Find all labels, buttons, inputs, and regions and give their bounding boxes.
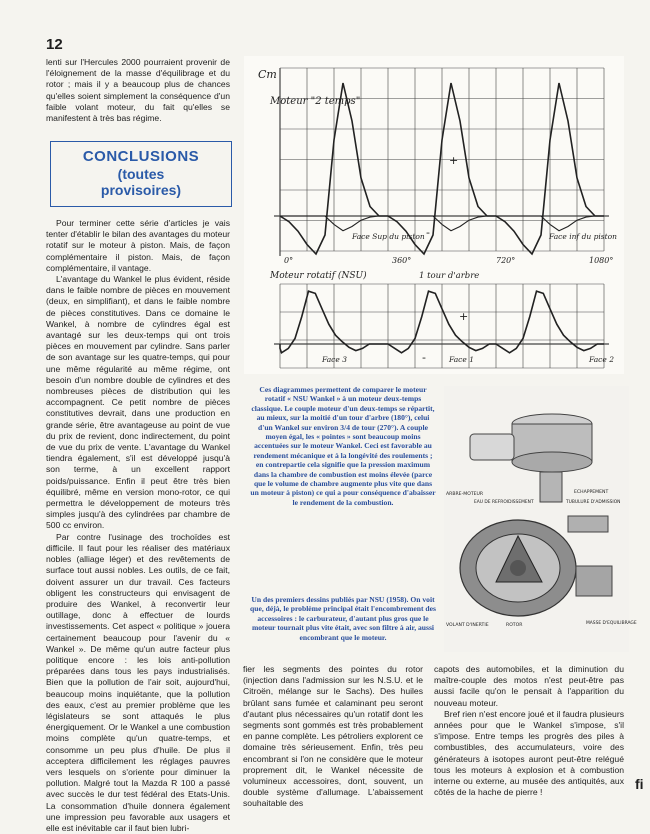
- annotation-minus-bottom: -: [422, 351, 426, 364]
- annotation-minus-top: -: [426, 226, 430, 239]
- left-paragraph: Pour terminer cette série d'articles je vais tenter d'établir le bilan des avantages du moteur rotatif sur le moteur à piston. Mais, de façon complémentaire il piston. Mais, de façon complémentaire, il vantage.: [46, 218, 230, 273]
- engine-label-masse: MASSE D'EQUILIBRAGE: [586, 621, 637, 626]
- engine-label-rotor: ROTOR: [506, 623, 523, 628]
- x-tick-label: 360°: [392, 256, 412, 265]
- annotation-face-3: Face 3: [322, 355, 347, 364]
- end-mark: fi: [635, 776, 644, 792]
- heading-line-1: CONCLUSIONS: [82, 148, 200, 165]
- annotation-face-inf: Face inf du piston: [549, 232, 618, 241]
- annotation-face-1: Face 1: [449, 355, 474, 364]
- conclusions-heading-box: [50, 141, 232, 207]
- intro-text-column: [46, 57, 230, 124]
- engine-label-eau: EAU DE REFROIDISSEMENT: [474, 500, 534, 505]
- engine-label-tubulure: TUBULURE D'ADMISSION: [566, 500, 621, 505]
- engine-drawing: [444, 386, 637, 652]
- engine-label-volant: VOLANT D'INERTIE: [446, 623, 489, 628]
- x-tick-label: 0°: [284, 256, 294, 265]
- right-text-column: [434, 664, 624, 798]
- heading-line-3: provisoires): [100, 182, 182, 198]
- engine-label-echappement: ECHAPPEMENT: [574, 490, 609, 495]
- annotation-plus-top: +: [449, 154, 459, 167]
- left-text-column: [46, 218, 230, 834]
- y-axis-label: Cm: [258, 68, 277, 81]
- engine-label-arbre-moteur: ARBRE-MOTEUR: [446, 492, 484, 497]
- chart-caption: Ces diagrammes permettent de comparer le moteur rotatif « NSU Wankel » à un moteur deux-temps classique. Le couple moteur d'un deux-temps se répartit, au mieux, sur la moitié d'un tour d'arbre (180°), celui d'un Wankel sur environ 3/4 de tour (270°). A couple moyen égal, les « pointes » sont beaucoup moins accentuées sur le moteur Wankel. Ceci est favorable au rendement mécanique et à la longévité des roulements ; en contrepartie cela signifie que la pression maximum dans la chambre de combustion est moins élevée (parce que le volume de chambre augmente plus vite que dans un moteur à piston) ce qui a pour conséquence d'abaisser le rendement de la combustion.: [250, 385, 436, 507]
- right-paragraph: Bref rien n'est encore joué et il faudra plusieurs années pour que le Wankel s'impose, s'il s'impose. Entre temps les progrès des piles à combustibles, des accumulateurs, voire des générateurs à isotopes auront peut-être relégué tous les moteurs à explosion et à combustion interne ou externe, au musée des antiquités, aux côtés de la hache de pierre !: [434, 708, 624, 798]
- heading-line-2: (toutes: [117, 166, 165, 182]
- annotation-plus-bottom: +: [459, 310, 469, 323]
- engine-caption: Un des premiers dessins publiés par NSU (1958). On voit que, déjà, le problème principal était l'encombrement des accessoires : le carburateur, d'autant plus gros que le moteur tournait plus vite était, avec son filtre à air, aussi encombrant que le moteur.: [250, 595, 436, 642]
- left-paragraph: L'avantage du Wankel le plus évident, réside dans le faible nombre de pièces en mouvement (deux, en simplifiant), et dans le faible nombre de pièces constitutives. Dans ce domaine le Wankel, à nombre de cylindres égal est avantagé sur les deux-temps qui ont trois pièces en mouvement par cylindre. Sans parler de son avantage sur les quatre-temps, qui pour une même régularité au même régime, ont besoin d'un nombre double de cylindres et des nombreuses pièces de distribution qui les accompagnent. Ce petit nombre de pièces constitutives devrait, dans une production en grande série, être avantageuse au point de vue du prix de revient, donc indirectement, du point de vue du prix de vente. L'avantage du Wankel tiendra également, s'il est développé jusqu'à son terme, à un excellent rapport poids/puissance. Enfin il peut être très bien équilibré, même en version mono-rotor, ce qui permettra le développement de moteurs très simples jusqu'à des cylindrées par chambre de 500 cc environ.: [46, 274, 230, 531]
- page-number: 12: [46, 36, 63, 53]
- left-paragraph: Par contre l'usinage des trochoïdes est difficile. Il faut pour les réaliser des matériaux nobles (alliage léger) et des revêtements de surface tout aussi nobles. Les outils, de ce fait, doivent assurer un dur travail. Ces facteurs obligent les constructeurs qui envisagent de produire des Wankel, à reconvertir leur outillage, donc à effectuer de lourds investissements. Cet aspect « politique » jouera certainement beaucoup pour l'avenir du « Wankel ». De même qu'un autre facteur plus politique encore : les lois anti-pollution préparées dans tous les pays industrialisés. Bien que la pollution de l'air soit, aujourd'hui, beaucoup moins inquiétante, que la pollution des eaux, c'est au premier problème que les législateurs se sont attaqués le plus énergiquement. Or le Wankel a une combustion moins complète qu'un quatre-temps, et consomme un peu plus d'huile. De plus il acceptera difficilement les réglages pauvres vers lesquels on s'oriente pour diminuer la pollution. Malgré tout la Mazda R 100 a passé avec succès le dur test fédéral des Etats-Unis. La consommation d'huile donnera également une impression peu favorable aux usagers et elle est inévitable car il faut bien lubri-: [46, 531, 230, 833]
- intro-paragraph: lenti sur l'Hercules 2000 pourraient provenir de l'éloignement de la masse d'équilibrage et du rotor ; mais il y a beaucoup plus de chances qu'elles soient simplement la conséquence d'un faible volant moteur, du fait qu'elles se manifestent à très bas régime.: [46, 57, 230, 124]
- middle-text-column: [243, 664, 423, 810]
- chart-title-rotary: Moteur rotatif (NSU): [270, 271, 367, 281]
- middle-paragraph: fier les segments des pointes du rotor (injection dans l'admission sur les N.S.U. et le Citroën, mélange sur le Sachs). Des huiles brûlant sans fumée et calaminant peu seront d'autant plus nécessaires qu'un rotatif dont les segments sont gommés est très probablement en panne complète. Les pétroliers explorent ce domaine très sérieusement. Enfin, très peu encombrant si l'on ne considère que le moteur proprement dit, le Wankel nécessite de volumineux accessoires, dont, souvent, un double système d'allumage. L'abaissement souhaitable des: [243, 664, 423, 809]
- annotation-one-turn: 1 tour d'arbre: [419, 271, 480, 281]
- chart-title-two-stroke: Moteur "2 temps": [270, 96, 361, 107]
- x-tick-label: 720°: [496, 256, 516, 265]
- torque-diagram-chart: [244, 56, 624, 374]
- annotation-face-2: Face 2: [589, 355, 614, 364]
- right-paragraph: capots des automobiles, et la diminution du maître-couple des motos n'est peut-être pas aussi facile qu'on le pensait à l'apparition du nouveau moteur.: [434, 664, 624, 708]
- x-tick-label: 1080°: [589, 256, 614, 265]
- annotation-face-sup: Face Sup du piston: [352, 232, 425, 241]
